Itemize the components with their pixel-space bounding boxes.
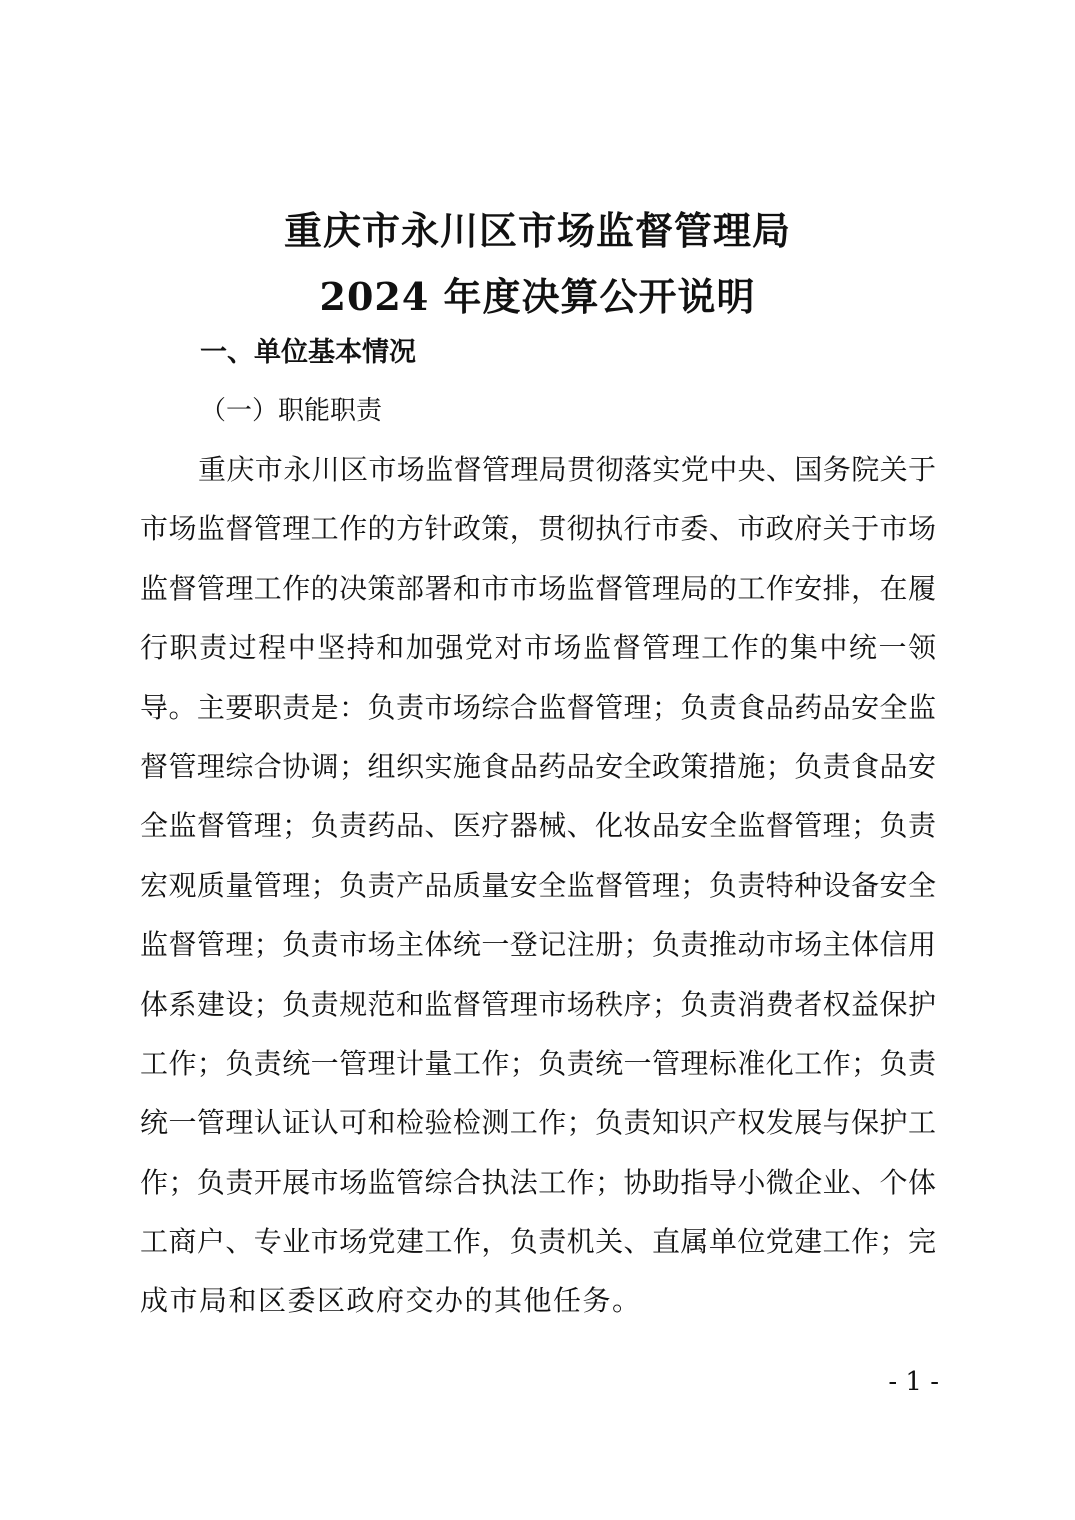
body-paragraph [140,440,936,1331]
body-line: 体系建设；负责规范和监督管理市场秩序；负责消费者权益保护 [140,987,936,1021]
body-line: 工商户、专业市场党建工作，负责机关、直属单位党建工作；完 [140,1225,936,1259]
body-line: 成市局和区委区政府交办的其他任务。 [140,1284,642,1318]
body-line: 作；负责开展市场监管综合执法工作；协助指导小微企业、个体 [140,1165,936,1199]
body-line: 全监督管理；负责药品、医疗器械、化妆品安全监督管理；负责 [140,809,936,843]
page-number: - 1 - [888,1367,939,1397]
body-line: 宏观质量管理；负责产品质量安全监督管理；负责特种设备安全 [140,868,936,902]
subsection-heading: （一）职能职责 [200,396,383,426]
body-line: 重庆市永川区市场监督管理局贯彻落实党中央、国务院关于 [198,453,936,486]
body-line: 监督管理工作的决策部署和市市场监督管理局的工作安排，在履 [140,571,936,605]
body-line: 工作；负责统一管理计量工作；负责统一管理标准化工作；负责 [140,1046,936,1080]
body-line: 督管理综合协调；组织实施食品药品安全政策措施；负责食品安 [140,749,936,783]
document-title-line-2: 2024 年度决算公开说明 [319,274,756,319]
body-line: 导。主要职责是：负责市场综合监督管理；负责食品药品安全监 [140,690,936,724]
document-title-line-1: 重庆市永川区市场监督管理局 [283,208,791,253]
body-line: 监督管理；负责市场主体统一登记注册；负责推动市场主体信用 [140,928,936,962]
section-heading: 一、单位基本情况 [200,337,416,368]
body-line: 市场监督管理工作的方针政策，贯彻执行市委、市政府关于市场 [140,512,936,546]
body-line: 行职责过程中坚持和加强党对市场监督管理工作的集中统一领 [140,631,936,665]
body-line: 统一管理认证认可和检验检测工作；负责知识产权发展与保护工 [140,1106,936,1140]
